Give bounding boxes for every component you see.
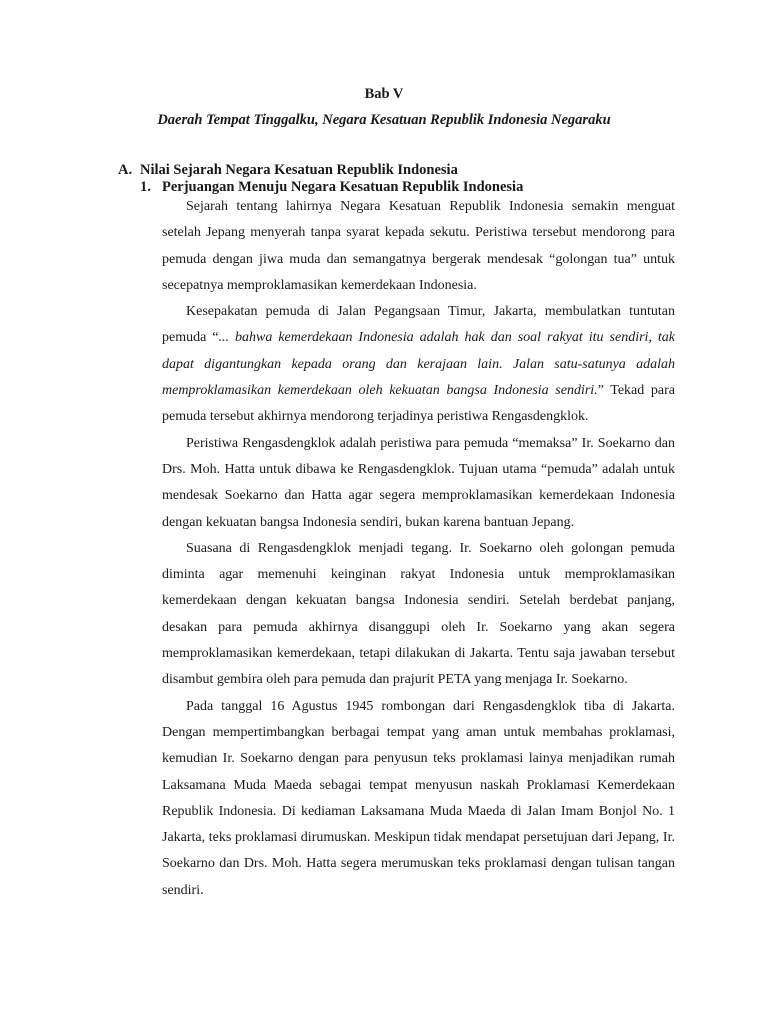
chapter-title: Daerah Tempat Tinggalku, Negara Kesatuan Republik Indonesia Negaraku (157, 112, 611, 128)
paragraph-text: ” Tekad para pemuda tersebut akhirnya mendorong terjadinya peristiwa Rengasdengklok. (162, 383, 675, 425)
paragraph: Peristiwa Rengasdengklok adalah peristiwa para pemuda “memaksa” Ir. Soekarno dan Drs. Moh. Hatta untuk dibawa ke Rengasdengklok. Tujuan utama “pemuda” adalah untuk mendesak Soekarno dan Hatta agar segera memproklamasikan kemerdekaan Indonesia dengan kekuatan bangsa Indonesia sendiri, bukan karena bantuan Jepang. (162, 435, 675, 530)
section-heading (118, 162, 458, 179)
paragraph: Sejarah tentang lahirnya Negara Kesatuan Republik Indonesia semakin menguat setelah Jepang menyerah tanpa syarat kepada sekutu. Peristiwa tersebut mendorong para pemuda dengan jiwa muda dan semangatnya bergerak mendesak “golongan tua” untuk secepatnya memproklamasikan kemerdekaan Indonesia. (162, 199, 675, 293)
paragraph (162, 299, 675, 430)
chapter-label: Bab V (364, 86, 404, 102)
quote-text: ... bahwa kemerdekaan Indonesia adalah hak dan soal rakyat itu sendiri, tak dapat digantungkan kepada orang dan kerajaan lain. Jalan satu-satunya adalah memproklamasikan kemerdekaan oleh kekuatan bangsa Indonesia sendiri. (162, 330, 676, 399)
subsection-title: Perjuangan Menuju Negara Kesatuan Republik Indonesia (162, 179, 524, 195)
section-title: Nilai Sejarah Negara Kesatuan Republik Indonesia (140, 162, 458, 178)
body-text (162, 194, 675, 904)
paragraph-text: Kesepakatan pemuda di Jalan Pegangsaan Timur, Jakarta, membulatkan tuntutan pemuda “ (162, 304, 675, 346)
section-marker: A. (118, 162, 133, 178)
subsection-marker: 1. (140, 179, 151, 195)
paragraph: Suasana di Rengasdengklok menjadi tegang. Ir. Soekarno oleh golongan pemuda diminta agar memenuhi keinginan rakyat Indonesia untuk memproklamasikan kemerdekaan dengan kekuatan bangsa Indonesia sendiri. Setelah berdebat panjang, desakan para pemuda akhirnya disanggupi oleh Ir. Soekarno yang akan segera memproklamasikan kemerdekaan, tetapi dilakukan di Jakarta. Tentu saja jawaban tersebut disambut gembira oleh para pemuda dan prajurit PETA yang menjaga Ir. Soekarno. (162, 540, 675, 688)
paragraph: Pada tanggal 16 Agustus 1945 rombongan dari Rengasdengklok tiba di Jakarta. Dengan mempertimbangkan berbagai tempat yang aman untuk membahas proklamasi, kemudian Ir. Soekarno dengan para penyusun teks proklamasi lainya menjadikan rumah Laksamana Muda Maeda sebagai tempat menyusun naskah Proklamasi Kemerdekaan Republik Indonesia. Di kediaman Laksamana Muda Maeda di Jalan Imam Bonjol No. 1 Jakarta, teks proklamasi dirumuskan. Meskipun tidak mendapat persetujuan dari Jepang, Ir. Soekarno dan Drs. Moh. Hatta segera merumuskan teks proklamasi dengan tulisan tangan sendiri. (162, 698, 675, 898)
